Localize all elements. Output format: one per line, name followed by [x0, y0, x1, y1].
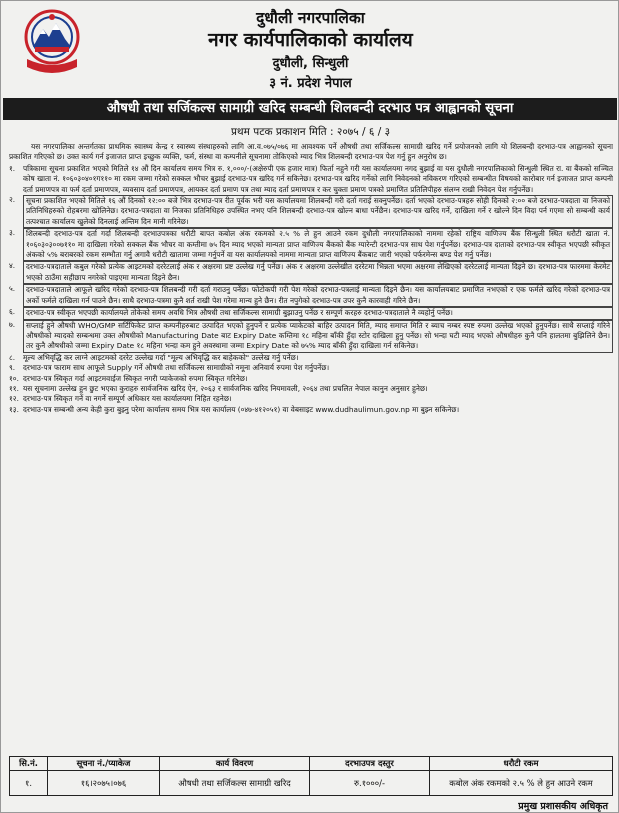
cell-work-description: औषधी तथा सर्जिकल्स सामाग्री खरिद	[160, 771, 310, 796]
clause-text: पत्रिकामा सूचना प्रकाशित भएको मितिले १४ औं दिन कार्यालय समय भित्र रु. १,०००/-(अक्षेरुपी एक हजार मात्र) फिर्ता नहुने गरी यस कार्यालयमा नगद बुझाई वा यस दुधौली नगरपालिकाको सिन्धुली स्थित रा. वा बैंकको सञ्चित कोष खाता नं. १०६०३०४०१ग११० मा रकम जम्मा गरेको सक्कल भौचर बुझाई दरभाउ-पत्र खरिद गर्न सकिनेछ। दरभाउ-पत्र खरिद गर्नेको लागि निवेदनको नविकरण गरिएको सम्बन्धीत विषयको कारोबार गर्न इजाजत प्राप्त कम्पनी दर्ता प्रमाणपत्र वा फर्म दर्ता प्रमाणपत्र, व्यवसाय दर्ता प्रमाणपत्र, आयकर दर्ता प्रमाण पत्र तथा म्याद दर्ता प्रमाणपत्र र कर चुक्ता प्रमाण पत्रको प्रमाणित प्रतिलिपीहरु संलग्न राखी निवेदन पेश गर्नुपर्नेछ।	[23, 163, 613, 194]
clause-number: १२.	[9, 394, 19, 404]
clause-text: दरभाउ-पत्र स्वीकृत भएपछी कार्यालयले तोकेको समय अवधि भित्र औषधी तथा सर्जिकल्स सामाग्री बुझाउनु पर्नेछ र सम्पूर्ण करहरु दरभाउ-पत्रदाताले नै व्यहोर्नु पर्नेछ।	[23, 307, 613, 319]
clause-item	[9, 195, 613, 228]
notice-title: औषधी तथा सर्जिकल्स सामाग्री खरिद सम्बन्धी शिलबन्दी दरभाउ पत्र आह्वानको सूचना	[3, 98, 617, 120]
clause-number: ३.	[9, 228, 16, 238]
clause-number: १०.	[9, 373, 19, 383]
office-name: नगर कार्यपालिकाको कार्यालय	[208, 29, 413, 51]
clause-item	[9, 228, 613, 261]
cell-serial: १.	[10, 771, 48, 796]
notice-table	[9, 756, 613, 796]
clause-number: ५.	[9, 284, 16, 294]
clause-text: दरभाउ-पत्र फाराम साथ आफूले Supply गर्ने औषधी तथा सर्जिकल्स सामाग्रीको नमूना अनिवार्य रुपमा पेश गर्नुपर्नेछ।	[23, 363, 330, 373]
clause-item	[9, 405, 613, 415]
cell-deposit-amount: कबोल अंक रकमको २.५ % ले हुन आउने रकम	[430, 771, 613, 796]
clause-text: मूल्य अभिवृद्धि कर लाग्ने आइटमको दररेट उल्लेख गर्दा "मूल्य अभिवृद्धि कर बाहेकको" उल्लेख गर्नु पर्नेछ।	[23, 352, 299, 362]
col-header-bid-fee: दरभाउपत्र दस्तुर	[310, 757, 430, 771]
cell-notice-no: १६।२०७५।०७६	[48, 771, 160, 796]
office-address: दुधौली, सिन्धुली	[272, 56, 349, 71]
clause-number: २.	[9, 195, 16, 205]
clause-text: दरभाउ-पत्र स्विकृत गर्ने वा नगर्ने सम्पूर्ण अधिकार यस कार्यालयमा निहित रहनेछ।	[23, 394, 232, 404]
clause-number: १३.	[9, 404, 19, 414]
clause-number: ७.	[9, 319, 16, 329]
clause-text: दरभाउ-पत्र स्विकृत गर्दा आइटमवाईज स्विकृत नगरी प्याकेजको रुपमा स्विकृत गरिनेछ।	[23, 373, 248, 383]
clause-item	[9, 384, 613, 394]
clause-number: १.	[9, 163, 16, 173]
clause-text: दरभाउ-पत्र सम्बन्धी अन्य केही कुरा बुझ्नु परेमा कार्यालय समय भित्र यस कार्यालय (०४७-४१२०५१) वा वेबसाइट www.dudhaulimun.gov.np मा बुझ्न सकिनेछ।	[23, 404, 460, 414]
signature-title: प्रमुख प्रशासकीय अधिकृत	[518, 801, 608, 812]
province-name: ३ नं. प्रदेश नेपाल	[269, 76, 352, 91]
clause-text: यस सूचनामा उल्लेख हुन छुट भएका कुराहरु सार्वजनिक खरिद ऐन, २०६३ र सार्वजनिक खरिद नियमावली, २०६४ तथा प्रचलित नेपाल कानुन अनुसार हुनेछ।	[23, 383, 428, 393]
clause-item	[9, 363, 613, 373]
col-header-deposit-amount: धरौटी रकम	[430, 757, 613, 771]
clause-item	[9, 394, 613, 404]
clause-number: ६.	[9, 307, 16, 317]
table-header-row	[10, 757, 613, 771]
table-row	[10, 771, 613, 796]
notice-body	[9, 142, 613, 762]
clause-number: ८.	[9, 352, 16, 362]
notice-header	[1, 1, 619, 97]
clause-number: ९.	[9, 363, 16, 373]
clause-text: सप्लाई हुने औषधी WHO/GMP सर्टिफिकेट प्राप्त कम्पनीहरुबाट उत्पादित भएको हुनुपर्ने र प्रत्येक प्याकेटको बाहिर उत्पादन मिति, म्याद समाप्त मिति र ब्याच नम्बर स्पष्ट रुपमा उल्लेख भएको हुनुपर्नेछ। साथै सप्लाई गरिने औषधीको म्यादको सम्बन्धमा उक्त औषधीको Manufacturing Date बाट Expiry Date कम्तिमा १८ महिना बाँकी हुँदा स्टोर दाखिला हुनु पर्नेछ। सो भन्दा घटी म्याद भएको औषधीहरु कुनै पनि हालतमा बुझिलिने छैन। तर कुनै औषधीको जम्मा Expiry Date १८ महिना भन्दा कम हुने अवस्थामा जम्मा Expiry Date को ७५% म्याद बाँकी हुँदा दाखिला गर्न सकिनेछ।	[23, 320, 613, 353]
publication-date: प्रथम पटक प्रकाशन मिति : २०७५ / ६ / ३	[230, 126, 391, 138]
col-header-notice-no: सूचना नं./प्याकेज	[48, 757, 160, 771]
clause-item	[9, 320, 613, 353]
clause-text: दरभाउ-पत्रदाताले कबुल गरेको प्रत्येक आइटमको दररेटलाई अंक र अक्षरमा प्रष्ट उल्लेख गर्नु पर्नेछ। अंक र अक्षरमा उल्लेखीत दररेटमा भिन्नता भएमा अक्षरमा लेखिएको दररेटलाई मान्यता दिइने छ। दरभाउ-पत्र फारममा केरमेट भएको ठाउँमा सहीछाप नगरेको पाइएमा मान्यता दिइने छैन।	[23, 261, 613, 284]
clause-item	[9, 353, 613, 363]
clause-list	[9, 164, 613, 415]
clause-text: दरभाउ-पत्रदाताले आफूले खरिद गरेको दरभाउ-पत्र शिलबन्दी गरी दर्ता गराउनु पर्नेछ। फोटोकपी गरी पेश गरेको दरभाउ-पत्रलाई मान्यता दिइने छैन। यस कार्यालयबाट प्रमाणित नभएको र एक फर्मले खरिद गरेको दरभाउ-पत्र अर्को फर्मले दाखिला गर्न पाउने छैन। साथै दरभाउ-पत्रमा कुनै शर्त राखी पेश गरेमा मान्य हुने छैन। रीत नपुगेको दरभाउ-पत्र उपर कुनै कारवाही गरिने छैन।	[23, 284, 613, 307]
col-header-serial: सि.नं.	[10, 757, 48, 771]
clause-item	[9, 284, 613, 307]
clause-number: ४.	[9, 261, 16, 271]
cell-bid-fee: रु.१०००/-	[310, 771, 430, 796]
clause-text: सूचना प्रकाशित भएको मितिले १६ औं दिनको १२:०० बजे भित्र दरभाउ-पत्र रीत पूर्वक भरी यस कार्यालयमा शिलबन्दी गरी दर्ता गराई सक्नुपर्नेछ। दर्ता भएको दरभाउ-पत्रहरु सोही दिनको २:०० बजे दरभाउ-पत्रदाता वा निजको प्रतिनिधिहरुको रोहबरमा खोलिनेछ। दरभाउ-पत्रदाता वा निजका प्रतिनिधिहरु उपस्थित नभए पनि शिलबन्दी दरभाउ-पत्र खोल्न बाधा पर्नेछैन। दरभाउ-पत्र खरिद गर्ने, दाखिला गर्ने र खोल्ने दिन विदा पर्न गएमा सो सम्बन्धी कार्य तत्पश्चात कार्यालय खुलेको दिनलाई अन्तिम दिन मानी गरिनेछ।	[23, 195, 613, 228]
clause-text: शिलबन्दी दरभाउ-पत्र दर्ता गर्दा शिलबन्दी दरभाउपत्रका धरौटी बापत कबोल अंक रकमको २.५ % ले हुन आउने रकम दुधौली नगरपालिकाको नाममा रहेको राष्ट्रिय वाणिज्य बैंक सिन्धुली स्थित धरौटी खाता नं. १०६०३०३००७११० मा दाखिला गरेको सक्कल बैंक भौचर वा कम्तीमा ७५ दिन म्याद भएको मान्यता प्राप्त वाणिज्य बैंकको बैंक ग्यारेन्टी दरभाउ-पत्र साथ पेश गर्नुपर्नेछ। दरभाउ-पत्र दाताको दरभाउ-पत्र स्वीकृत भएपछी स्वीकृत अंकको ५% बराबरको रकम सम्भौता गर्नु अगावै धरौटी खातामा जम्मा गर्नुपर्ने वा यस कार्यालयको नाममा मान्यता प्राप्त वाणिज्य बैंकबाट जारी भएको पर्फरमेन्स बण्ड पेश गर्नु पर्नेछ।	[23, 228, 613, 261]
municipality-name: दुधौली नगरपालिका	[256, 9, 365, 27]
clause-number: ११.	[9, 383, 19, 393]
clause-item	[9, 307, 613, 319]
clause-item	[9, 374, 613, 384]
clause-item	[9, 261, 613, 284]
intro-paragraph: यस नगरपालिका अन्तर्गतका प्राथमिक स्वास्थ्य केन्द्र र स्वास्थ्य संस्थाहरुको लागि आ.व.०७५/०७६ मा आवश्यक पर्ने औषधी तथा सर्जिकल्स सामाग्री खरिद गर्ने प्रयोजनको लागि यो शिलबन्दी दरभाउ-पत्र आह्वानको सूचना प्रकाशित गरिएको छ। उक्त कार्य गर्न इजाजत प्राप्त इच्छुक व्यक्ति, फर्म, संस्था वा कम्पनीले सूचनामा तोकिएको म्याद भित्र शिलबन्दी दरभाउ-पत्र पेश गर्नु हुन अनुरोध छ।	[9, 142, 613, 162]
col-header-work-description: कार्य विवरण	[160, 757, 310, 771]
clause-item	[9, 164, 613, 195]
